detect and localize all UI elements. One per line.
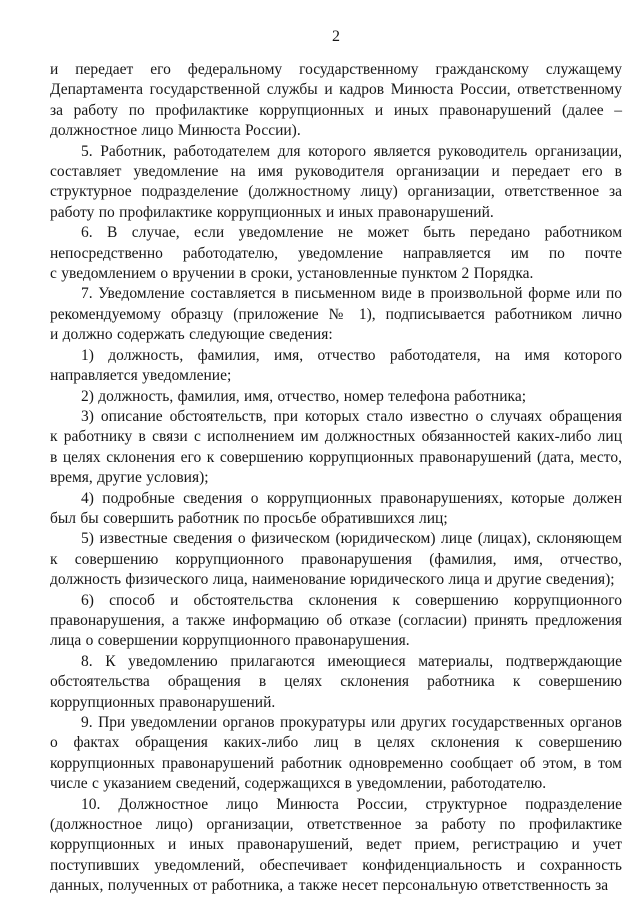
text-line: правонарушения, а также информацию об отказе (согласии) принять предложения xyxy=(50,611,622,629)
text-line: 7. Уведомление составляется в письменном виде в произвольной форме или по xyxy=(81,285,622,303)
text-line: данных, полученных от работника, а также несет персональную ответственность за xyxy=(50,877,609,895)
text-line: и должно содержать следующие сведения: xyxy=(50,326,333,344)
text-line: 9. При уведомлении органов прокуратуры или других государственных органов xyxy=(81,714,622,731)
text-line: числе с указанием сведений, содержащихся в уведомлении, работодателю. xyxy=(50,775,547,793)
text-line: 8. К уведомлению прилагаются имеющиеся материалы, подтверждающие xyxy=(81,652,622,670)
paragraph xyxy=(50,407,622,489)
document-body-text xyxy=(50,60,622,897)
text-line: коррупционных правонарушений работник одновременно сообщает об этом, в том xyxy=(50,754,622,772)
text-line: поступивших уведомлений, обеспечивает конфиденциальность и сохранность xyxy=(50,856,622,874)
paragraph xyxy=(50,142,622,224)
text-line: был бы совершить работник по просьбе обратившихся лиц; xyxy=(50,509,448,527)
text-line: коррупционных и иных правонарушений, ведет прием, регистрацию и учет xyxy=(50,836,622,854)
paragraph xyxy=(50,489,622,530)
text-line: за работу по профилактике коррупционных и иных правонарушений (далее – xyxy=(50,101,622,119)
text-line: должностное лицо Минюста России). xyxy=(50,122,301,140)
text-line: (должностное лицо) организации, ответственное за работу по профилактике xyxy=(50,816,622,834)
text-line: 2) должность, фамилия, имя, отчество, номер телефона работника; xyxy=(81,387,527,405)
text-line: время, другие условия); xyxy=(50,469,209,487)
text-line: рекомендуемому образцу (приложение № 1), подписывается работником лично xyxy=(50,305,622,323)
text-line: к совершению коррупционного правонарушения (фамилия, имя, отчество, xyxy=(50,550,622,568)
text-line: и передает его федеральному государственному гражданскому служащему xyxy=(50,61,622,78)
paragraph xyxy=(50,652,622,713)
text-line: Департамента государственной службы и кадров Минюста России, ответственному xyxy=(50,81,622,99)
text-line: должность физического лица, наименование юридического лица и другие сведения); xyxy=(50,571,615,589)
text-line: структурное подразделение (должностному лицу) организации, ответственное за xyxy=(50,183,622,201)
paragraph xyxy=(50,591,622,652)
text-line: о фактах обращения каких-либо лиц в целях склонения к совершению xyxy=(50,734,622,752)
text-line: 4) подробные сведения о коррупционных правонарушениях, которые должен xyxy=(81,489,622,507)
paragraph xyxy=(50,529,622,590)
text-line: 10. Должностное лицо Минюста России, структурное подразделение xyxy=(81,795,622,813)
text-line: 5) известные сведения о физическом (юридическом) лице (лицах), склоняющем xyxy=(81,530,622,548)
text-line: направляется уведомление; xyxy=(50,367,232,385)
text-line: обстоятельства обращения в целях склонения работника к совершению xyxy=(50,673,622,691)
paragraph xyxy=(50,284,622,345)
text-line: с уведомлением о вручении в сроки, установленные пунктом 2 Порядка. xyxy=(50,265,534,283)
page-number: 2 xyxy=(332,28,340,45)
text-line: коррупционных правонарушений. xyxy=(50,693,276,711)
paragraph xyxy=(50,346,622,387)
text-line: 6. В случае, если уведомление не может быть передано работником xyxy=(81,224,622,242)
text-line: работу по профилактике коррупционных и иных правонарушений. xyxy=(50,203,494,221)
text-line: 1) должность, фамилия, имя, отчество работодателя, на имя которого xyxy=(81,346,622,364)
text-line: составляет уведомление на имя руководителя организации и передает его в xyxy=(50,163,622,181)
paragraph xyxy=(50,387,622,407)
text-line: к работнику в связи с исполнением им должностных обязанностей каких-либо лиц xyxy=(50,428,622,446)
text-line: непосредственно работодателю, уведомление направляется им по почте xyxy=(50,244,622,262)
text-line: 5. Работник, работодателем для которого является руководитель организации, xyxy=(81,142,622,160)
text-line: в целях склонения его к совершению коррупционных правонарушений (дата, место, xyxy=(50,448,622,466)
paragraph xyxy=(50,795,622,897)
text-line: лица о совершении коррупционного правонарушения. xyxy=(50,632,410,650)
paragraph xyxy=(50,223,622,284)
text-line: 6) способ и обстоятельства склонения к совершению коррупционного xyxy=(81,591,622,609)
paragraph xyxy=(50,713,622,795)
paragraph xyxy=(50,60,622,142)
text-line: 3) описание обстоятельств, при которых стало известно о случаях обращения xyxy=(81,407,622,425)
